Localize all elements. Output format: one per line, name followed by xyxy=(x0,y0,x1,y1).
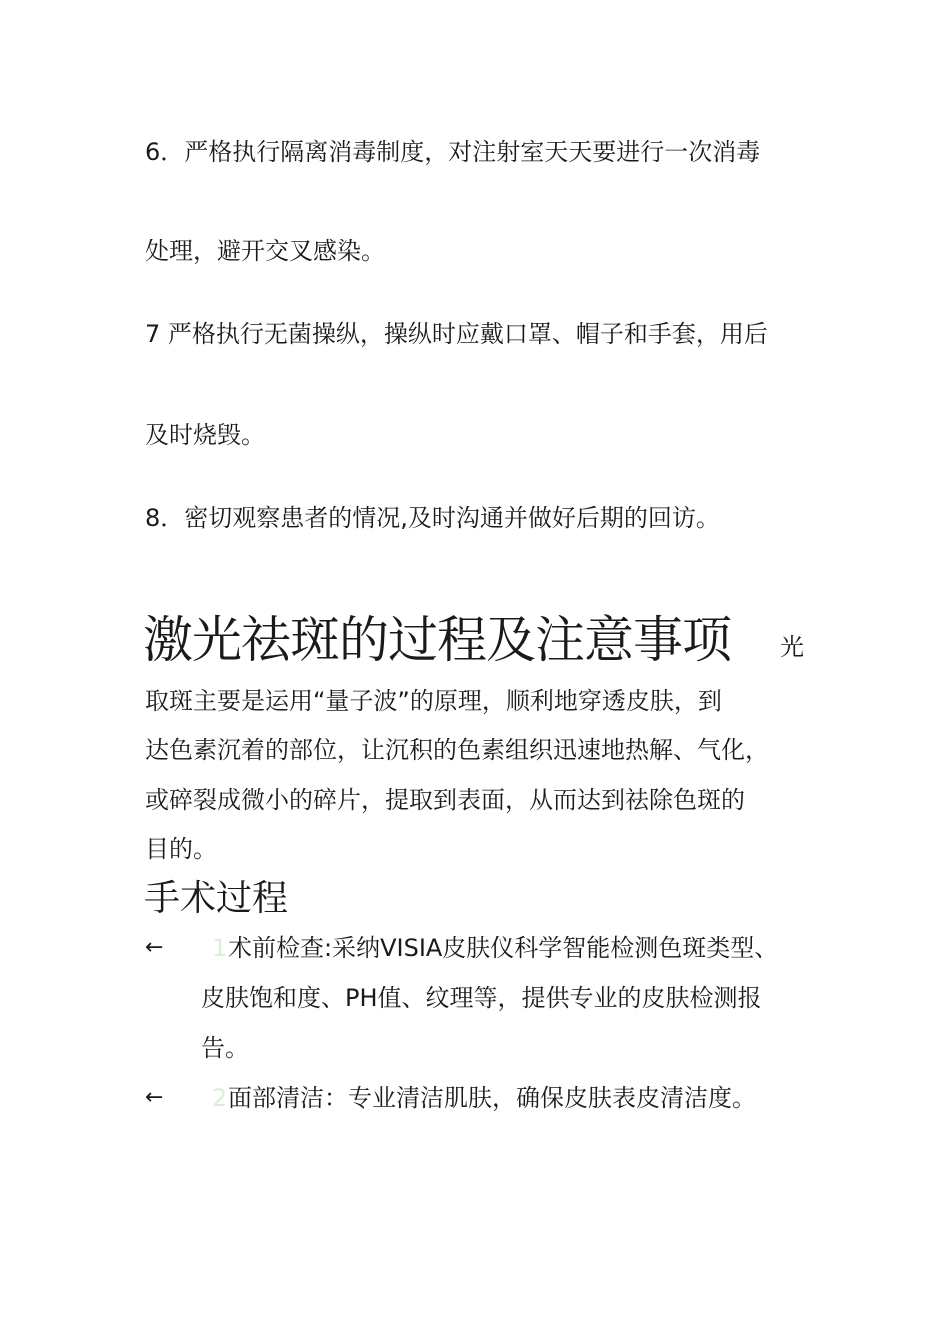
section-title: 激光祛斑的过程及注意事项 xyxy=(143,611,731,669)
step-1-arrow-icon: ← xyxy=(145,935,164,960)
rule-6-line-1: 6．严格执行隔离消毒制度，对注射室天天要进行一次消毒 xyxy=(145,138,761,166)
step-1-line-3: 告。 xyxy=(201,1034,249,1062)
intro-line-1: 取斑主要是运用“量子波”的原理，顺利地穿透皮肤，到 xyxy=(145,687,722,715)
intro-line-2: 达色素沉着的部位，让沉积的色素组织迅速地热解、气化， xyxy=(145,736,769,764)
step-1-number: 1 xyxy=(212,934,228,962)
rule-7-line-1: 7 严格执行无菌操纵，操纵时应戴口罩、帽子和手套，用后 xyxy=(145,320,768,348)
procedure-title: 手术过程 xyxy=(144,878,289,919)
rule-7-line-2: 及时烧毁。 xyxy=(145,421,265,449)
intro-line-3: 或碎裂成微小的碎片，提取到表面，从而达到祛除色斑的 xyxy=(145,786,745,814)
rule-6-line-2: 处理，避开交叉感染。 xyxy=(145,237,385,265)
rule-8-line-1: 8．密切观察患者的情况,及时沟通并做好后期的回访。 xyxy=(145,504,720,532)
step-2-line-1: 面部清洁：专业清洁肌肤，确保皮肤表皮清洁度。 xyxy=(228,1084,756,1112)
step-1-line-1: 术前检查:采纳VISIA皮肤仪科学智能检测色斑类型、 xyxy=(228,934,779,962)
intro-line-4: 目的。 xyxy=(145,835,217,863)
step-2-arrow-icon: ← xyxy=(145,1085,164,1110)
step-2-number: 2 xyxy=(212,1084,228,1112)
section-title-tail: 光 xyxy=(780,633,804,661)
step-1-line-2: 皮肤饱和度、PH值、纹理等，提供专业的皮肤检测报 xyxy=(201,984,762,1012)
